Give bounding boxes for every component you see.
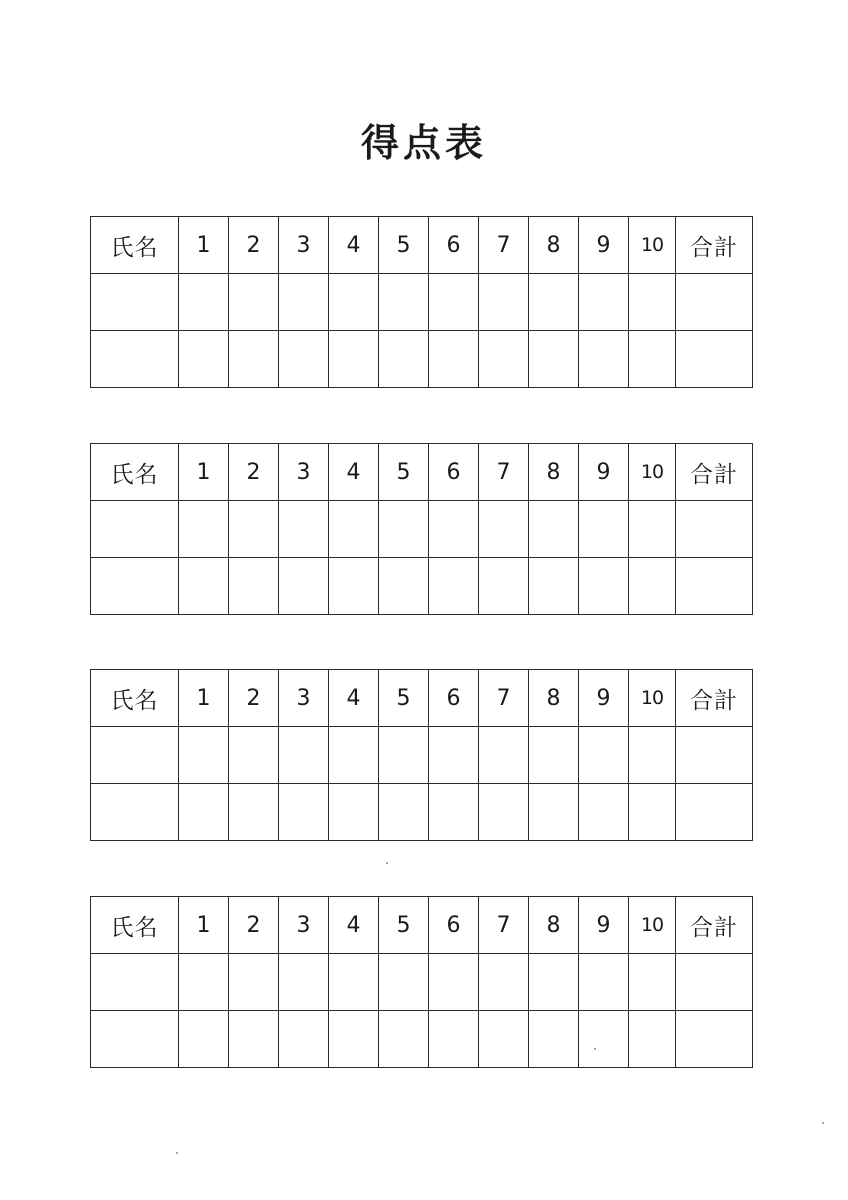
- score-cell: [579, 784, 629, 841]
- round-column-header: 3: [279, 217, 329, 274]
- score-cell: [329, 558, 379, 615]
- score-cell: [229, 954, 279, 1011]
- round-column-header: 5: [379, 444, 429, 501]
- table-row: [91, 274, 753, 331]
- score-cell: [529, 501, 579, 558]
- score-cell: [279, 274, 329, 331]
- table-row: [91, 727, 753, 784]
- round-column-header: 6: [429, 217, 479, 274]
- table-row: [91, 331, 753, 388]
- score-cell: [179, 954, 229, 1011]
- round-column-header: 10: [629, 444, 676, 501]
- round-column-header: 2: [229, 670, 279, 727]
- round-column-header: 7: [479, 444, 529, 501]
- round-column-header: 7: [479, 897, 529, 954]
- score-cell: [429, 954, 479, 1011]
- score-cell: [229, 331, 279, 388]
- score-cell: [529, 727, 579, 784]
- score-cell: [479, 784, 529, 841]
- score-cell: [379, 501, 429, 558]
- score-cell: [629, 1011, 676, 1068]
- score-cell: [629, 331, 676, 388]
- table-row: [91, 784, 753, 841]
- round-column-header: 8: [529, 217, 579, 274]
- total-cell: [676, 727, 753, 784]
- table-row: [91, 1011, 753, 1068]
- total-cell: [676, 331, 753, 388]
- score-cell: [429, 1011, 479, 1068]
- round-column-header: 5: [379, 217, 429, 274]
- score-cell: [179, 501, 229, 558]
- score-cell: [379, 954, 429, 1011]
- round-column-header: 3: [279, 897, 329, 954]
- round-column-header: 8: [529, 670, 579, 727]
- total-column-header: 合計: [676, 444, 753, 501]
- score-cell: [429, 274, 479, 331]
- score-cell: [579, 274, 629, 331]
- round-column-header: 2: [229, 217, 279, 274]
- round-column-header: 3: [279, 444, 329, 501]
- score-cell: [529, 954, 579, 1011]
- score-cell: [479, 274, 529, 331]
- score-cell: [529, 558, 579, 615]
- round-column-header: 6: [429, 670, 479, 727]
- score-cell: [379, 558, 429, 615]
- round-column-header: 4: [329, 670, 379, 727]
- round-column-header: 1: [179, 444, 229, 501]
- round-column-header: 9: [579, 670, 629, 727]
- score-cell: [179, 784, 229, 841]
- round-column-header: 10: [629, 217, 676, 274]
- score-cell: [629, 784, 676, 841]
- round-column-header: 10: [629, 670, 676, 727]
- score-cell: [229, 727, 279, 784]
- round-column-header: 2: [229, 444, 279, 501]
- score-table: [90, 216, 753, 388]
- name-column-header: 氏名: [91, 444, 179, 501]
- score-cell: [629, 954, 676, 1011]
- score-cell: [329, 727, 379, 784]
- scan-speck: [594, 1048, 596, 1050]
- score-cell: [329, 954, 379, 1011]
- score-cell: [579, 331, 629, 388]
- scan-speck: [822, 1122, 824, 1124]
- table-header-row: [91, 897, 753, 954]
- score-cell: [379, 1011, 429, 1068]
- score-cell: [279, 501, 329, 558]
- round-column-header: 7: [479, 670, 529, 727]
- name-cell: [91, 274, 179, 331]
- round-column-header: 3: [279, 670, 329, 727]
- score-cell: [479, 501, 529, 558]
- score-cell: [379, 274, 429, 331]
- total-cell: [676, 784, 753, 841]
- score-cell: [179, 1011, 229, 1068]
- score-cell: [579, 501, 629, 558]
- score-cell: [479, 1011, 529, 1068]
- score-cell: [479, 331, 529, 388]
- round-column-header: 2: [229, 897, 279, 954]
- score-cell: [429, 331, 479, 388]
- name-column-header: 氏名: [91, 897, 179, 954]
- score-cell: [229, 1011, 279, 1068]
- score-cell: [179, 727, 229, 784]
- page-title: 得点表: [360, 120, 487, 165]
- score-cell: [529, 274, 579, 331]
- score-cell: [429, 558, 479, 615]
- total-column-header: 合計: [676, 217, 753, 274]
- name-cell: [91, 727, 179, 784]
- round-column-header: 7: [479, 217, 529, 274]
- score-cell: [579, 558, 629, 615]
- score-table: [90, 443, 753, 615]
- score-cell: [329, 784, 379, 841]
- name-column-header: 氏名: [91, 670, 179, 727]
- score-cell: [579, 1011, 629, 1068]
- score-cell: [279, 727, 329, 784]
- table-header-row: [91, 670, 753, 727]
- score-cell: [529, 784, 579, 841]
- round-column-header: 6: [429, 897, 479, 954]
- score-cell: [429, 784, 479, 841]
- table-row: [91, 558, 753, 615]
- round-column-header: 4: [329, 217, 379, 274]
- scan-speck: [176, 1152, 178, 1154]
- score-cell: [629, 727, 676, 784]
- name-cell: [91, 331, 179, 388]
- score-cell: [279, 1011, 329, 1068]
- total-cell: [676, 954, 753, 1011]
- total-column-header: 合計: [676, 670, 753, 727]
- score-cell: [479, 954, 529, 1011]
- round-column-header: 8: [529, 444, 579, 501]
- round-column-header: 8: [529, 897, 579, 954]
- score-cell: [229, 501, 279, 558]
- total-column-header: 合計: [676, 897, 753, 954]
- score-cell: [379, 727, 429, 784]
- name-cell: [91, 501, 179, 558]
- score-cell: [479, 558, 529, 615]
- table-header-row: [91, 217, 753, 274]
- score-cell: [329, 1011, 379, 1068]
- score-cell: [379, 331, 429, 388]
- round-column-header: 6: [429, 444, 479, 501]
- score-cell: [229, 274, 279, 331]
- total-cell: [676, 501, 753, 558]
- scan-speck: [386, 862, 388, 864]
- score-cell: [529, 1011, 579, 1068]
- name-cell: [91, 558, 179, 615]
- score-cell: [279, 784, 329, 841]
- score-cell: [579, 954, 629, 1011]
- score-cell: [629, 501, 676, 558]
- name-cell: [91, 954, 179, 1011]
- score-table: [90, 669, 753, 841]
- round-column-header: 4: [329, 897, 379, 954]
- round-column-header: 5: [379, 897, 429, 954]
- score-cell: [479, 727, 529, 784]
- score-cell: [279, 954, 329, 1011]
- round-column-header: 4: [329, 444, 379, 501]
- score-cell: [429, 501, 479, 558]
- total-cell: [676, 274, 753, 331]
- name-column-header: 氏名: [91, 217, 179, 274]
- score-cell: [379, 784, 429, 841]
- round-column-header: 1: [179, 897, 229, 954]
- score-cell: [179, 558, 229, 615]
- table-header-row: [91, 444, 753, 501]
- round-column-header: 10: [629, 897, 676, 954]
- total-cell: [676, 558, 753, 615]
- score-cell: [629, 274, 676, 331]
- table-row: [91, 954, 753, 1011]
- score-cell: [179, 274, 229, 331]
- round-column-header: 9: [579, 444, 629, 501]
- score-cell: [229, 558, 279, 615]
- name-cell: [91, 784, 179, 841]
- score-cell: [429, 727, 479, 784]
- score-cell: [229, 784, 279, 841]
- round-column-header: 5: [379, 670, 429, 727]
- score-cell: [529, 331, 579, 388]
- score-cell: [629, 558, 676, 615]
- score-cell: [329, 501, 379, 558]
- table-row: [91, 501, 753, 558]
- score-cell: [279, 331, 329, 388]
- round-column-header: 9: [579, 217, 629, 274]
- score-table: [90, 896, 753, 1068]
- score-cell: [329, 274, 379, 331]
- score-cell: [329, 331, 379, 388]
- round-column-header: 1: [179, 670, 229, 727]
- round-column-header: 9: [579, 897, 629, 954]
- score-cell: [579, 727, 629, 784]
- name-cell: [91, 1011, 179, 1068]
- score-cell: [179, 331, 229, 388]
- score-cell: [279, 558, 329, 615]
- round-column-header: 1: [179, 217, 229, 274]
- total-cell: [676, 1011, 753, 1068]
